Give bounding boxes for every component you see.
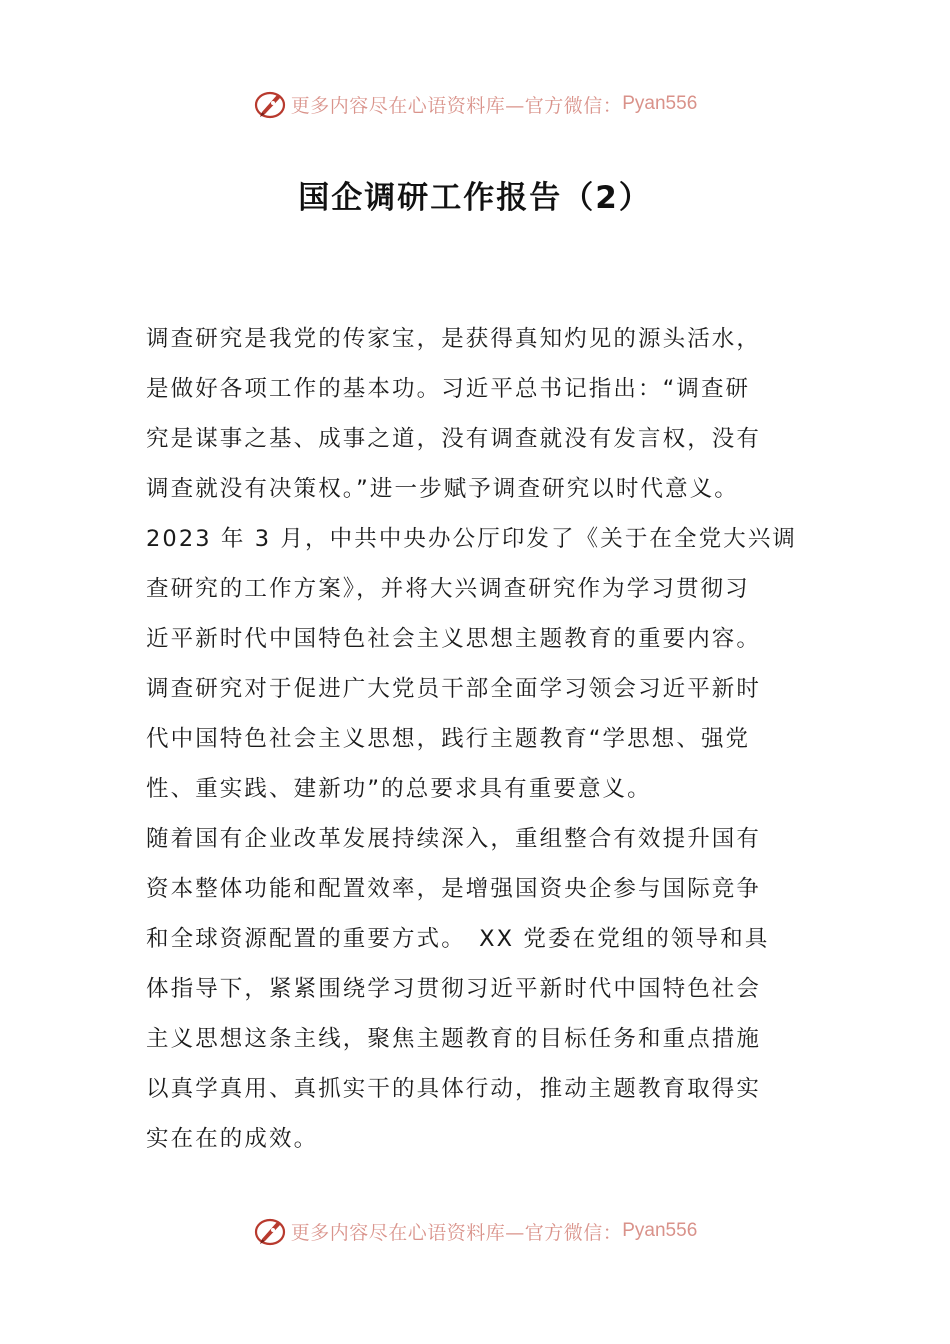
footer-watermark-banner [0,1211,950,1251]
banner-wechat-id: Pyan556 [622,93,698,114]
header-watermark-banner [0,84,950,124]
banner-text: 更多内容尽在心语资料库—官方微信： [290,94,623,117]
text-line: 资本整体功能和配置效率，是增强国资央企参与国际竞争 [146,876,762,902]
banner-wechat-id: Pyan556 [622,1220,698,1241]
text-line: 调查研究是我党的传家宝，是获得真知灼见的源头活水， [146,326,762,352]
text-line: 近平新时代中国特色社会主义思想主题教育的重要内容。 [146,626,762,652]
document-title: 国企调研工作报告（2） [298,180,652,216]
document-body [146,314,808,1164]
pen-logo-icon [253,1214,287,1248]
text-line: 调查就没有决策权。”进一步赋予调查研究以时代意义。 [146,476,739,502]
banner-text: 更多内容尽在心语资料库—官方微信： [290,1221,623,1244]
text-line: 是做好各项工作的基本功。习近平总书记指出：“调查研 [146,376,751,402]
text-line: 以真学真用、真抓实干的具体行动，推动主题教育取得实 [146,1076,762,1102]
text-line: 和全球资源配置的重要方式。 XX 党委在党组的领导和具 [146,926,770,952]
text-line: 实在在的成效。 [146,1126,319,1152]
text-line: 性、重实践、建新功”的总要求具有重要意义。 [146,776,652,802]
text-line: 调查研究对于促进广大党员干部全面学习领会习近平新时 [146,676,762,702]
text-line: 2023 年 3 月，中共中央办公厅印发了《关于在全党大兴调 [146,526,798,552]
text-line: 代中国特色社会主义思想，践行主题教育“学思想、强党 [146,726,751,752]
paragraph-2 [146,814,808,1164]
text-line: 查研究的工作方案》，并将大兴调查研究作为学习贯彻习 [146,576,750,602]
text-line: 主义思想这条主线，聚焦主题教育的目标任务和重点措施 [146,1026,762,1052]
text-line: 体指导下，紧紧围绕学习贯彻习近平新时代中国特色社会 [146,976,762,1002]
text-line: 随着国有企业改革发展持续深入，重组整合有效提升国有 [146,826,762,852]
text-line: 究是谋事之基、成事之道，没有调查就没有发言权，没有 [146,426,762,452]
paragraph-1 [146,314,808,814]
pen-logo-icon [253,87,287,121]
